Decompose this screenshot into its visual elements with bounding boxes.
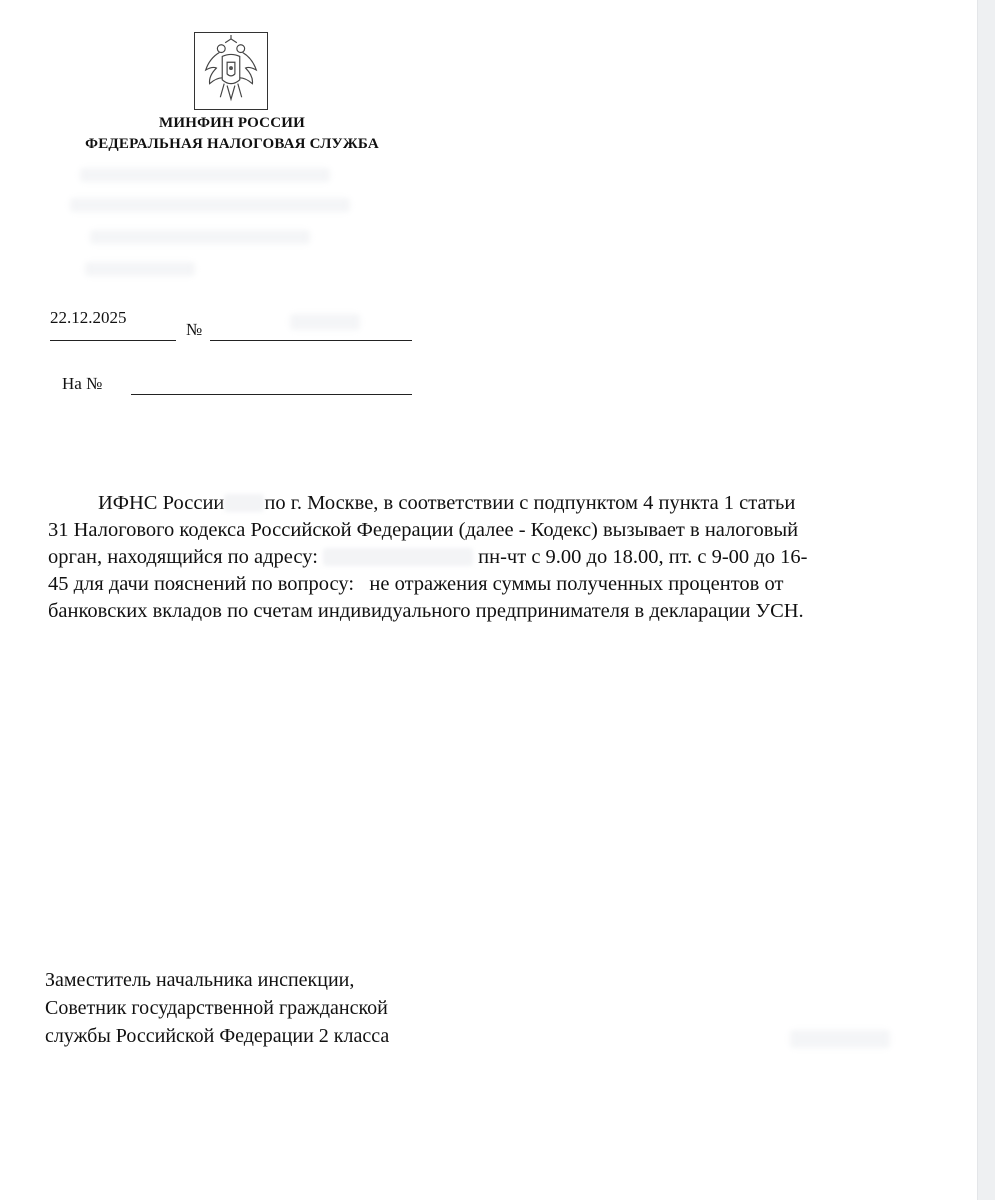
signature-block (45, 966, 389, 1050)
body-line-3-end: пн-чт с 9.00 до 18.00, пт. с 9-00 до 16- (478, 546, 808, 568)
number-underline (210, 340, 412, 341)
redacted-address-block (85, 262, 195, 276)
body-line-3-start: орган, находящийся по адресу: (48, 546, 318, 568)
ministry-name: МИНФИН РОССИИ (159, 115, 305, 131)
redacted-address-block (80, 168, 330, 182)
reply-to-label: На № (62, 374, 103, 393)
service-name: ФЕДЕРАЛЬНАЯ НАЛОГОВАЯ СЛУЖБА (85, 136, 379, 152)
body-line-5: банковских вкладов по счетам индивидуального предпринимателя в декларации УСН. (48, 600, 804, 622)
page-edge-strip (977, 0, 995, 1200)
registration-date: 22.12.2025 (50, 308, 127, 327)
body-line-1-start: ИФНС России (98, 492, 225, 514)
redacted-inspection-number (224, 494, 264, 512)
redacted-number (290, 314, 360, 330)
body-line-1-end: по г. Москве, в соответствии с подпунктом 4 пункта 1 статьи (264, 492, 796, 514)
signatory-title-line-1: Заместитель начальника инспекции, (45, 969, 355, 991)
russian-coat-of-arms-icon (194, 32, 268, 110)
body-line-2: 31 Налогового кодекса Российской Федерации (далее - Кодекс) вызывает в налоговый (48, 519, 799, 541)
number-label: № (186, 320, 203, 339)
redacted-address-block (90, 230, 310, 244)
redacted-signatory-name (790, 1030, 890, 1048)
body-line-4: 45 для дачи пояснений по вопросу: не отражения суммы полученных процентов от (48, 573, 784, 595)
reply-underline (131, 394, 412, 395)
date-underline (50, 340, 176, 341)
body-line-3 (48, 544, 960, 571)
body-line-1 (48, 490, 960, 517)
letter-body (48, 490, 960, 625)
redacted-office-address (323, 548, 473, 566)
signatory-title-line-3: службы Российской Федерации 2 класса (45, 1025, 390, 1047)
signatory-title-line-2: Советник государственной гражданской (45, 997, 388, 1019)
redacted-address-block (70, 198, 350, 212)
